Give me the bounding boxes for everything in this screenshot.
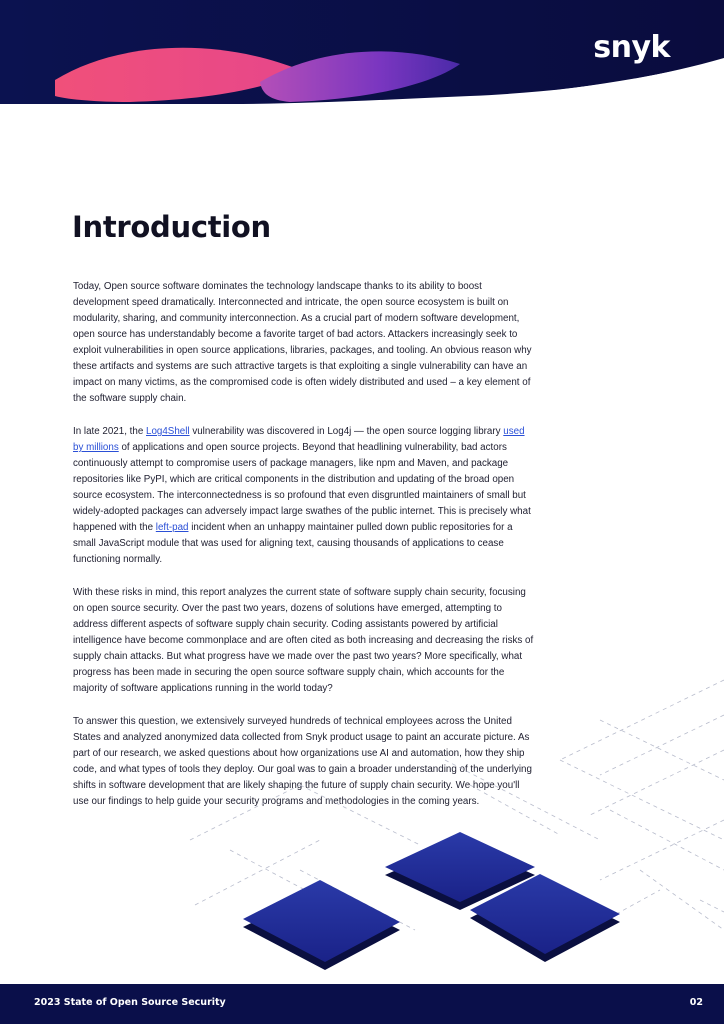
page-number: 02 <box>689 997 703 1008</box>
paragraph-2 <box>73 424 535 568</box>
snyk-logo: snyk <box>593 30 670 65</box>
paragraph-2-text-3: of applications and open source projects. Beyond that headlining vulnerability, bad actors continuously attempt to compromise users of package managers, like npm and Maven, and package repositories like PyPI, which are critical components in the distribution and updating of the broad open source ecosystem. The interconnectedness is so profound that even disgruntled maintainers of small but widely-adopted packages can adversely impact large swathes of the public internet. This is precisely what happened with the <box>73 442 531 533</box>
page-title: Introduction <box>72 210 271 244</box>
log4shell-link[interactable]: Log4Shell <box>146 426 190 437</box>
isometric-tiles-illustration <box>0 640 724 985</box>
paragraph-1: Today, Open source software dominates the technology landscape thanks to its ability to boost development speed dramatically. Interconnected and intricate, the open source ecosystem is built on modularity, sharing, and community interconnection. As a crucial part of modern software development, open source has understandably become a favorite target of bad actors. Attackers increasingly seek to exploit vulnerabilities in open source applications, libraries, packages, and tooling. An obvious reason why these artifacts and systems are such attractive targets is that exploiting a single vulnerability can have an impact on many victims, as the compromised code is often widely distributed and used – a key element of the software supply chain. <box>73 281 532 404</box>
paragraph-2-text-1: In late 2021, the <box>73 426 146 437</box>
paragraph-2-text-4: incident when an unhappy maintainer pulled down public repositories for a small JavaScript module that was used for aligning text, causing thousands of applications to cease functioning normally. <box>73 522 513 565</box>
paragraph-4: To answer this question, we extensively surveyed hundreds of technical employees across the United States and analyzed anonymized data collected from Snyk product usage to paint an accurate picture. As part of our research, we asked questions about how organizations use AI and automation, how they ship code, and what types of tools they deploy. Our goal was to gain a broader understanding of the underlying shifts in software development that are likely shaping the future of supply chain security. We hope you'll use our findings to help guide your security programs and methodologies in the coming years. <box>73 716 532 807</box>
left-pad-link[interactable]: left-pad <box>155 522 189 533</box>
paragraph-3: With these risks in mind, this report analyzes the current state of software supply chain security, focusing on open source security. Over the past two years, dozens of solutions have emerged, attempting to address different aspects of software supply chain security. Coding assistants powered by artificial intelligence have become commonplace and are often cited as both increasing and decreasing the risks of supply chain attacks. But what progress have we made over the past two years? More specifically, what progress has been made in securing the open source software supply chain, which accounts for the majority of software applications running in the world today? <box>73 587 534 694</box>
header-wave-banner <box>0 0 724 140</box>
paragraph-2-text-2: vulnerability was discovered in Log4j — the open source logging library <box>189 426 504 437</box>
used-by-millions-link[interactable]: used by millions <box>73 426 525 453</box>
footer-report-title: 2023 State of Open Source Security <box>34 997 226 1008</box>
page-footer <box>0 984 724 1024</box>
